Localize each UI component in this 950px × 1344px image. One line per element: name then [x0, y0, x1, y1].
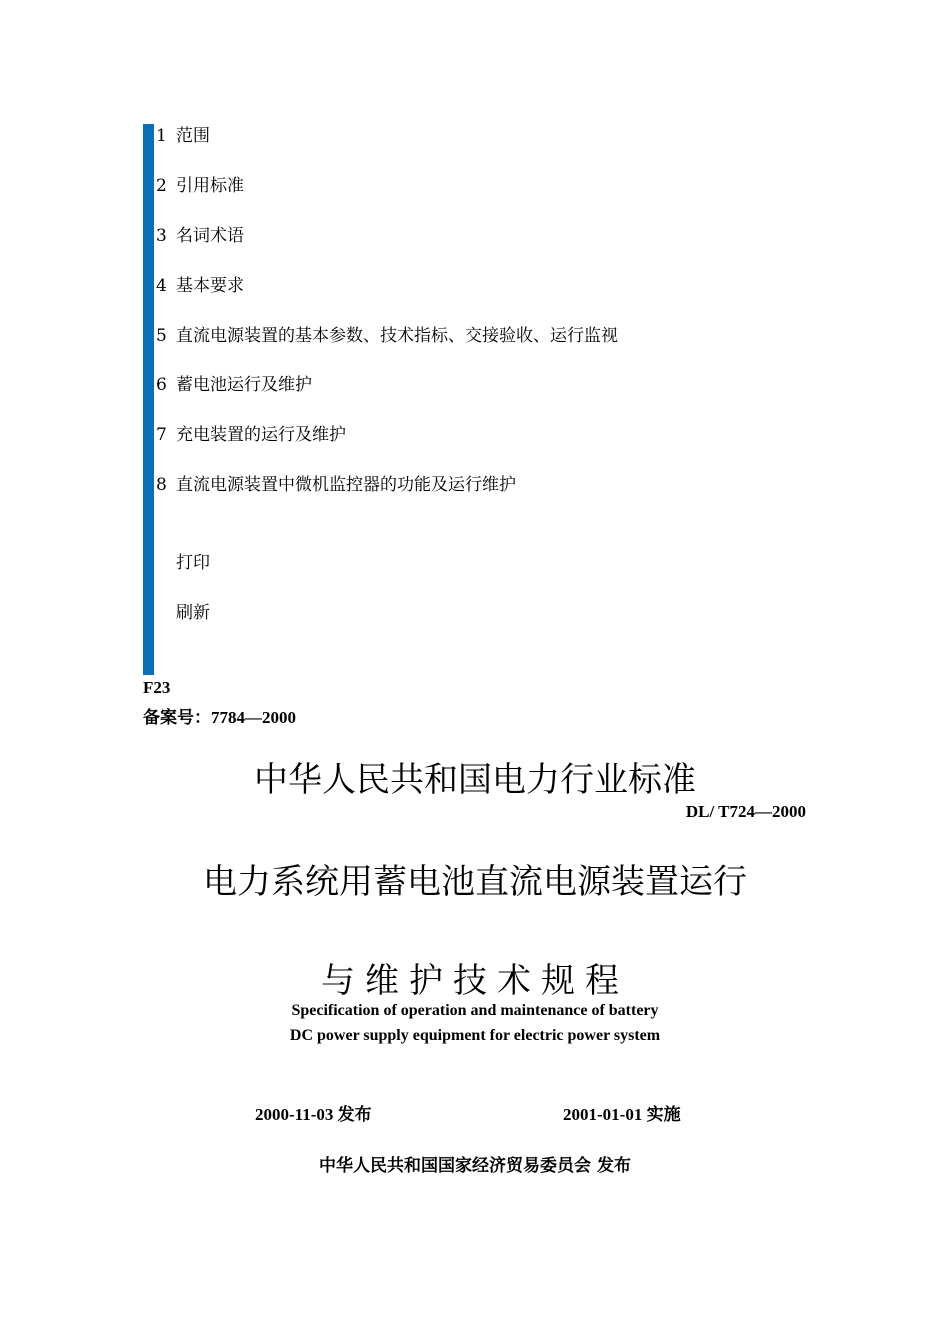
toc-item-label: 直流电源装置中微机监控器的功能及运行维护 — [176, 475, 516, 495]
toc-item-number: 8 — [156, 475, 167, 495]
toc-item-number: 2 — [156, 176, 167, 196]
toc-item-label: 基本要求 — [176, 276, 244, 296]
toc-item-number: 6 — [156, 375, 167, 395]
classification-code: F23 — [143, 678, 171, 697]
refresh-link[interactable]: 刷新 — [176, 603, 210, 623]
record-number: 备案号：7784—2000 — [143, 708, 296, 727]
document-title-line2: 与维护技术规程 — [321, 961, 629, 1001]
toc-side-bar — [143, 124, 154, 675]
effective-date: 2001-01-01 实施 — [563, 1105, 681, 1124]
toc-item-number: 3 — [156, 226, 167, 246]
standard-number: DL/ T724—2000 — [685, 802, 806, 821]
english-title-line1: Specification of operation and maintenance of battery — [291, 1002, 659, 1019]
toc-item-label: 充电装置的运行及维护 — [176, 425, 346, 445]
toc-item-label: 直流电源装置的基本参数、技术指标、交接验收、运行监视 — [176, 326, 618, 346]
toc-item-4[interactable] — [156, 274, 244, 298]
toc-item-number: 7 — [156, 425, 167, 445]
toc-item-6[interactable] — [156, 373, 312, 397]
toc-item-number: 4 — [156, 276, 167, 296]
toc-item-label: 蓄电池运行及维护 — [176, 375, 312, 395]
print-link[interactable]: 打印 — [176, 553, 210, 573]
standard-category: 中华人民共和国电力行业标准 — [254, 760, 696, 800]
toc-item-label: 名词术语 — [176, 226, 244, 246]
english-title-line2: DC power supply equipment for electric power system — [289, 1027, 661, 1044]
publisher: 中华人民共和国国家经济贸易委员会 发布 — [319, 1156, 631, 1176]
issue-date: 2000-11-03 发布 — [255, 1105, 372, 1124]
toc-item-5[interactable] — [156, 324, 618, 348]
toc-item-3[interactable] — [156, 224, 244, 248]
toc-item-number: 1 — [156, 126, 167, 146]
toc-item-8[interactable] — [156, 473, 516, 497]
toc-item-1[interactable] — [156, 124, 210, 148]
toc-item-label: 范围 — [176, 126, 210, 146]
toc-item-7[interactable] — [156, 423, 346, 447]
document-title-line1: 电力系统用蓄电池直流电源装置运行 — [203, 862, 747, 902]
toc-item-2[interactable] — [156, 174, 244, 198]
toc-item-number: 5 — [156, 326, 167, 346]
toc-item-label: 引用标准 — [176, 176, 244, 196]
